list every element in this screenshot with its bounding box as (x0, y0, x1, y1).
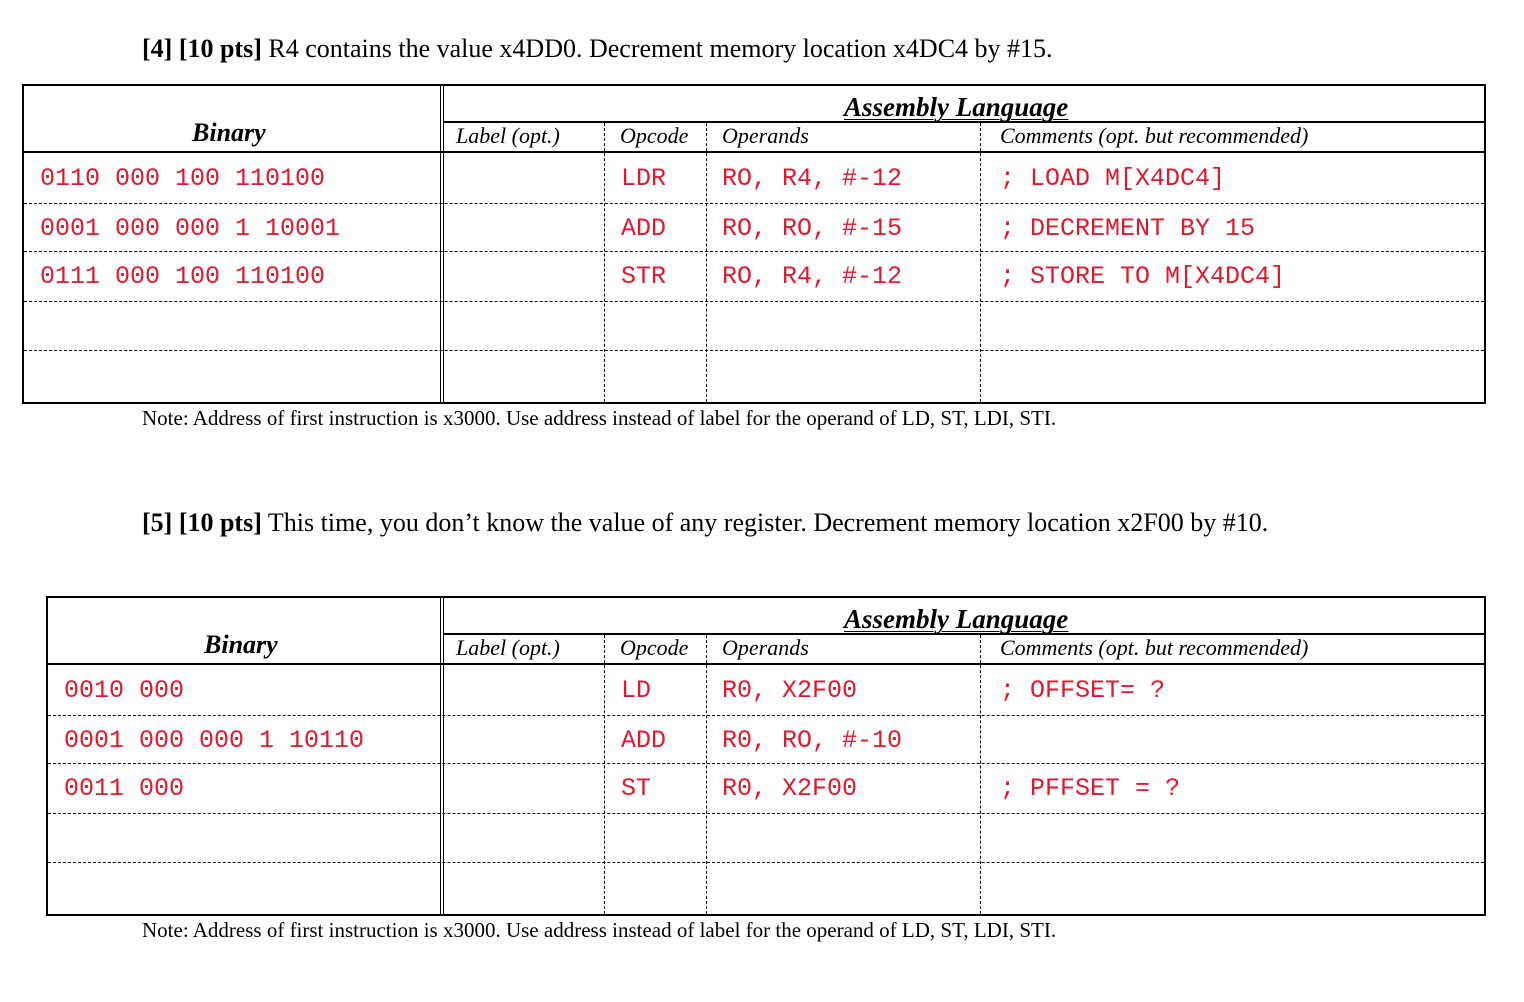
question-4-prompt: R4 contains the value x4DD0. Decrement memory location x4DC4 by #15. (261, 34, 1053, 63)
operands-cell: R0, RO, #-10 (722, 726, 903, 755)
operands-comments-divider (980, 635, 981, 914)
operands-header: Operands (722, 123, 809, 148)
comment-cell: ; PFFSET = ? (1000, 774, 1181, 803)
binary-header: Binary (192, 118, 266, 147)
label-opcode-divider (604, 123, 605, 402)
row-divider (48, 763, 1484, 764)
opcode-cell: LD (621, 676, 652, 705)
question-4-table (22, 84, 1486, 404)
row-divider (24, 301, 1484, 302)
row-divider (48, 715, 1484, 716)
comments-header: Comments (opt. but recommended) (1000, 123, 1309, 148)
label-header: Label (opt.) (456, 635, 560, 660)
row-divider (24, 251, 1484, 252)
label-header: Label (opt.) (456, 123, 560, 148)
binary-header: Binary (204, 630, 278, 659)
binary-cell: 0011 000 (64, 774, 185, 803)
comment-cell: ; LOAD M[X4DC4] (1000, 164, 1226, 193)
opcode-cell: ADD (621, 726, 667, 755)
question-4-title (142, 30, 1053, 68)
operands-cell: R0, X2F00 (722, 676, 858, 705)
operands-cell: RO, R4, #-12 (722, 262, 903, 291)
operands-cell: R0, X2F00 (722, 774, 858, 803)
double-divider (440, 86, 444, 402)
question-4-points: [4] [10 pts] (142, 34, 262, 63)
question-5-points: [5] [10 pts] (142, 508, 262, 537)
comment-cell: ; STORE TO M[X4DC4] (1000, 262, 1286, 291)
opcode-cell: STR (621, 262, 667, 291)
binary-cell: 0010 000 (64, 676, 185, 705)
assembly-language-header: Assembly Language (844, 92, 1069, 122)
opcode-operands-divider (706, 635, 707, 914)
label-opcode-divider (604, 635, 605, 914)
question-5-note: Note: Address of first instruction is x3000. Use address instead of label for the operand of LD, ST, LDI, STI. (142, 918, 1057, 942)
opcode-header: Opcode (620, 123, 689, 148)
binary-cell: 0001 000 000 1 10110 (64, 726, 365, 755)
operands-comments-divider (980, 123, 981, 402)
binary-cell: 0110 000 100 110100 (40, 164, 326, 193)
opcode-cell: LDR (621, 164, 667, 193)
opcode-cell: ADD (621, 214, 667, 243)
question-5-table (46, 596, 1486, 916)
double-divider (440, 598, 444, 914)
opcode-header: Opcode (620, 635, 689, 660)
row-divider (48, 813, 1484, 814)
comments-header: Comments (opt. but recommended) (1000, 635, 1309, 660)
opcode-operands-divider (706, 123, 707, 402)
row-divider (48, 862, 1484, 863)
question-5-prompt: This time, you don’t know the value of any register. Decrement memory location x2F00 by #10. (261, 508, 1269, 537)
comment-cell: ; OFFSET= ? (1000, 676, 1166, 705)
binary-cell: 0111 000 100 110100 (40, 262, 326, 291)
row-divider (24, 350, 1484, 351)
header-bottom-line (48, 663, 1484, 665)
assembly-language-header: Assembly Language (844, 604, 1069, 634)
row-divider (24, 203, 1484, 204)
opcode-cell: ST (621, 774, 652, 803)
operands-cell: RO, RO, #-15 (722, 214, 903, 243)
question-4-note: Note: Address of first instruction is x3000. Use address instead of label for the operand of LD, ST, LDI, STI. (142, 406, 1057, 430)
operands-cell: RO, R4, #-12 (722, 164, 903, 193)
question-5-title (142, 504, 1372, 542)
comment-cell: ; DECREMENT BY 15 (1000, 214, 1256, 243)
operands-header: Operands (722, 635, 809, 660)
header-bottom-line (24, 151, 1484, 153)
binary-cell: 0001 000 000 1 10001 (40, 214, 341, 243)
